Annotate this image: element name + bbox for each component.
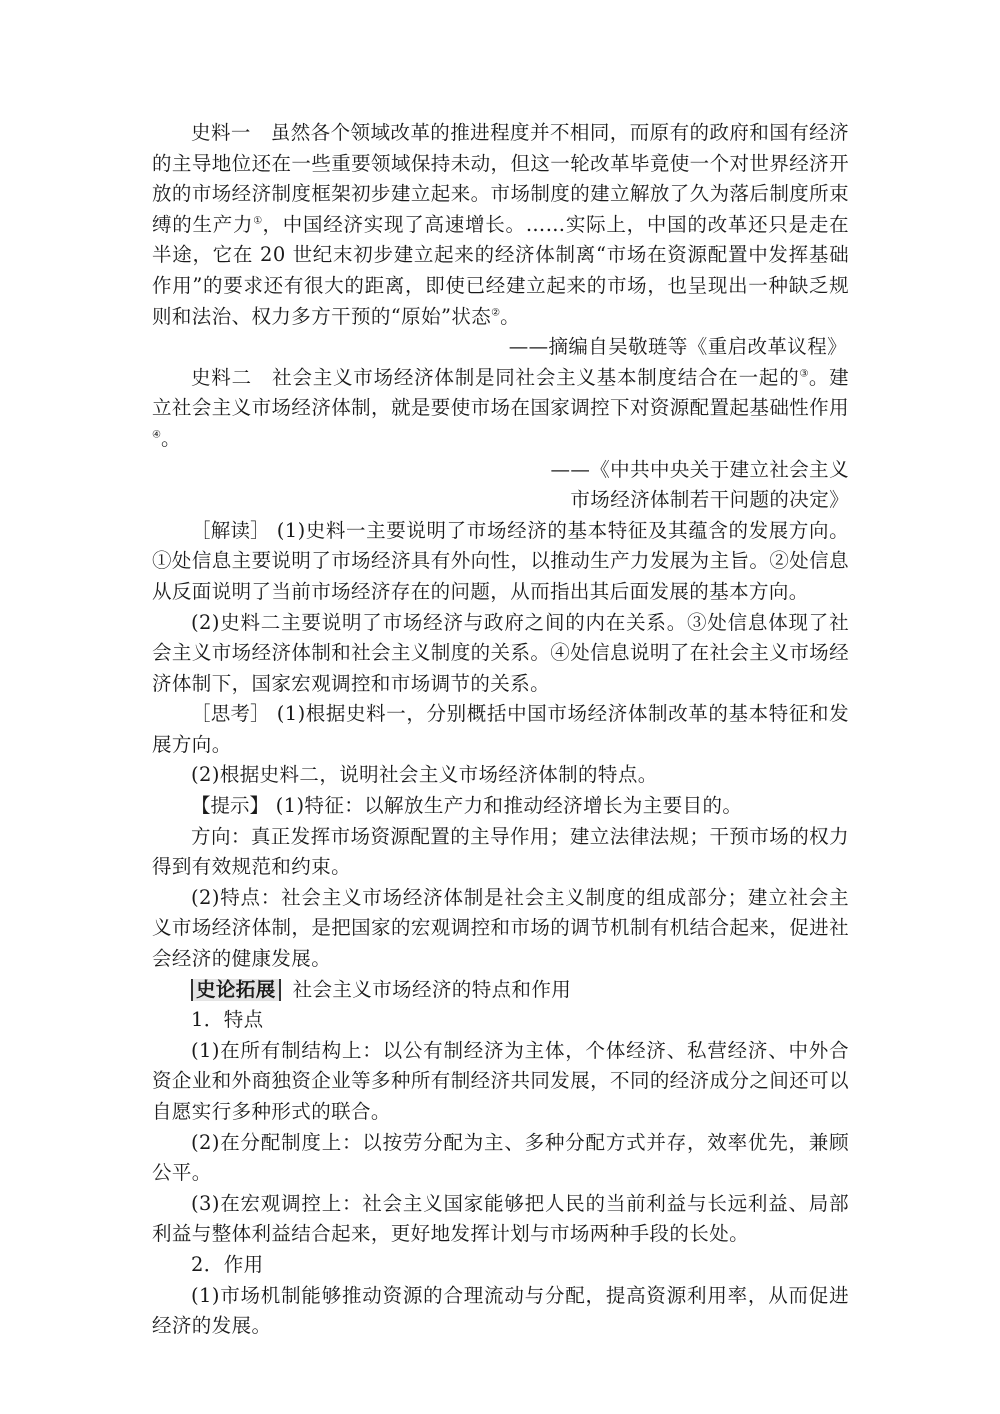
hint-label: 【提示】 (191, 794, 270, 818)
source2-text-a: 社会主义市场经济体制是同社会主义基本制度结合在一起的 (272, 365, 800, 389)
hint-a1-text: (1)特征：以解放生产力和推动经济增长为主要目的。 (275, 794, 743, 818)
source1-label: 史料一 (191, 121, 251, 144)
extension-tag: 史论拓展 (191, 979, 281, 1001)
source2-text-c: 。 (160, 426, 181, 450)
interpretation-paragraph-2: (2)史料二主要说明了市场经济与政府之间的内在关系。③处信息体现了社会主义市场经济体制和社会主义制度的关系。④处信息说明了在社会主义市场经济体制下，国家宏观调控和市场调节的关系。 (152, 610, 849, 695)
thinking-question-1 (152, 699, 849, 760)
section2-point-1: (1)市场机制能够推动资源的合理流动与分配，提高资源利用率，从而促进经济的发展。 (152, 1283, 849, 1338)
section1-point-1: (1)在所有制结构上：以公有制经济为主体，个体经济、私营经济、中外合资企业和外商独资企业等多种所有制经济共同发展，不同的经济成分之间还可以自愿实行多种形式的联合。 (152, 1038, 849, 1123)
section1-heading: 1．特点 (191, 1008, 264, 1032)
hint-answer-1-direction: 方向：真正发挥市场资源配置的主导作用；建立法律法规；干预市场的权力得到有效规范和约束。 (152, 824, 849, 879)
source2-citation-line1: ——《中共中央关于建立社会主义 (550, 457, 849, 481)
section1-point-3: (3)在宏观调控上：社会主义国家能够把人民的当前利益与长远利益、局部利益与整体利益结合起来，更好地发挥计划与市场两种手段的长处。 (152, 1191, 849, 1246)
source2-citation-line2: 市场经济体制若干问题的决定》 (570, 488, 849, 512)
footnote-marker-4: ④ (152, 429, 161, 441)
hint-answer-1 (152, 791, 849, 822)
source2-label: 史料二 (191, 365, 252, 389)
footnote-marker-2: ② (491, 307, 501, 319)
section1-point-2: (2)在分配制度上：以按劳分配为主、多种分配方式并存，效率优先，兼顾公平。 (152, 1130, 849, 1185)
document-page (152, 118, 849, 1342)
footnote-marker-3: ③ (799, 368, 809, 380)
interpretation-paragraph-1 (152, 516, 849, 608)
footnote-marker-1: ① (253, 215, 263, 227)
thinking-q1-text: (1)根据史料一，分别概括中国市场经济体制改革的基本特征和发展方向。 (152, 702, 849, 756)
source1-citation: ——摘编自吴敬琏等《重启改革议程》 (508, 335, 847, 359)
source1-text-c: 。 (500, 304, 521, 328)
source1-text-b: ，中国经济实现了高速增长。……实际上，中国的改革还只是走在半途，它在 20 世纪末初步建立起来的经济体制离“市场在资源配置中发挥基础作用”的要求还有很大的距离，即使已经建立起来的市场，也呈现出一种缺乏规则和法治、权力多方干预的“原始”状态 (152, 212, 849, 328)
thinking-question-2: (2)根据史料二，说明社会主义市场经济体制的特点。 (191, 763, 658, 787)
source1-text-a: 虽然各个领域改革的推进程度并不相同，而原有的政府和国有经济的主导地位还在一些重要领域保持未动，但这一轮改革毕竟使一个对世界经济开放的市场经济制度框架初步建立起来。市场制度的建立解放了久为落后制度所束缚的生产力 (152, 121, 850, 236)
thinking-label: ［思考］ (191, 702, 270, 726)
hint-answer-2: (2)特点：社会主义市场经济体制是社会主义制度的组成部分；建立社会主义市场经济体制，是把国家的宏观调控和市场的调节机制有机结合起来，促进社会经济的健康发展。 (152, 885, 849, 971)
source1-paragraph (152, 118, 849, 332)
interpretation-text-1: (1)史料一主要说明了市场经济的基本特征及其蕴含的发展方向。①处信息主要说明了市场经济具有外向性，以推动生产力发展为主旨。②处信息从反面说明了当前市场经济存在的问题，从而指出其后面发展的基本方向。 (152, 518, 849, 603)
source2-text-b: 。建立社会主义市场经济体制，就是要使市场在国家调控下对资源配置起基础性作用 (152, 365, 850, 420)
source2-paragraph (152, 363, 849, 455)
extension-heading (152, 975, 849, 1006)
interpretation-label: ［解读］ (191, 518, 270, 542)
section2-heading: 2．作用 (191, 1252, 264, 1276)
extension-title: 社会主义市场经济的特点和作用 (292, 977, 572, 1001)
